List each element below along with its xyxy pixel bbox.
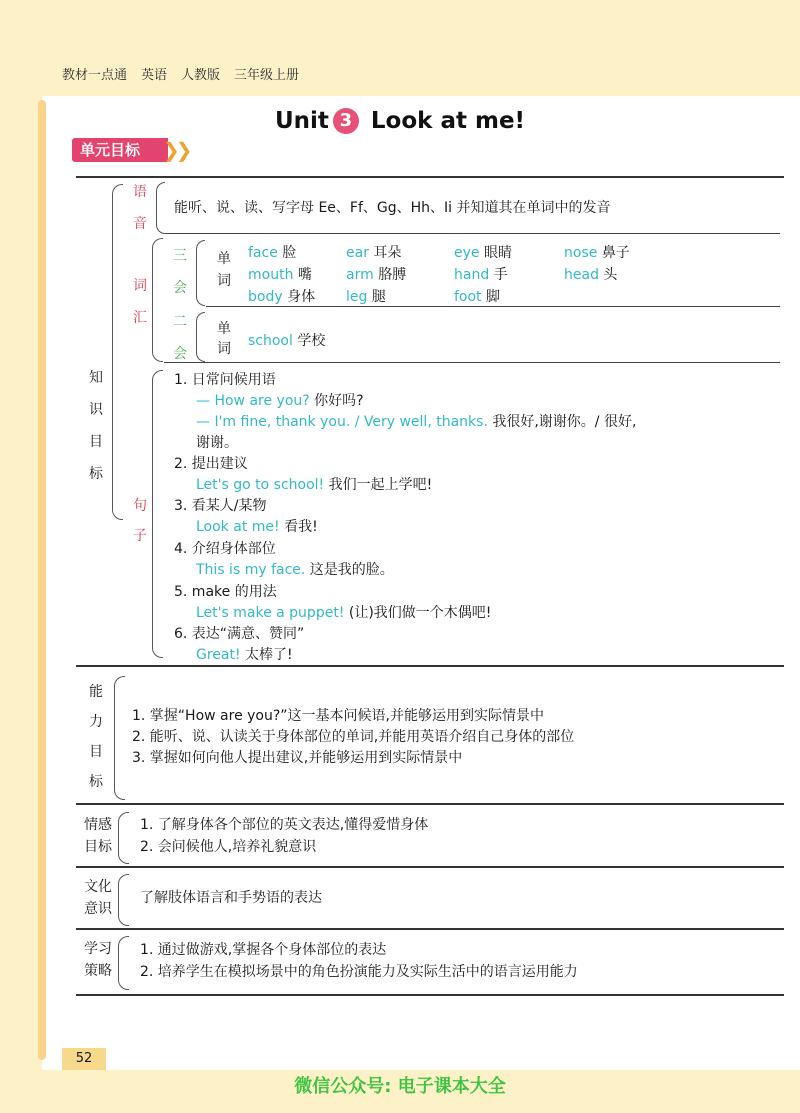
vocab-word-en: school bbox=[248, 333, 293, 349]
sentence-zh: 太棒了! bbox=[245, 647, 293, 663]
brace-knowledge bbox=[112, 184, 123, 520]
vocab-word-en: arm bbox=[346, 267, 374, 283]
sentence-line bbox=[196, 603, 491, 623]
phonics-text: 能听、说、读、写字母 Ee、Ff、Gg、Hh、Ii 并知道其在单词中的发音 bbox=[174, 200, 611, 216]
vocab-word-en: body bbox=[248, 289, 283, 305]
unit-name: Look at me! bbox=[370, 108, 526, 134]
sentence-en: Great! bbox=[196, 647, 241, 663]
brace-ability bbox=[114, 676, 125, 800]
vocab-word-en: eye bbox=[454, 245, 480, 261]
chevron-right-icon: ❯❯ bbox=[163, 138, 189, 162]
watermark: 微信公众号: 电子课本大全 bbox=[294, 1076, 506, 1097]
emotion-label-2: 目标 bbox=[84, 839, 112, 855]
vocab-three-type-1: 单 bbox=[217, 251, 231, 267]
vocab-word bbox=[248, 264, 312, 284]
ability-label-1: 能 bbox=[89, 684, 103, 700]
vocab-label-1: 词 bbox=[133, 278, 147, 294]
unit-title bbox=[0, 108, 800, 134]
vocab-two-type-2: 词 bbox=[217, 341, 231, 357]
vocab-two-label-1: 二 bbox=[173, 314, 187, 330]
sentence-zh: 你好吗? bbox=[314, 393, 364, 409]
vocab-word-zh: 嘴 bbox=[297, 267, 312, 283]
vocab-label-2: 汇 bbox=[133, 310, 147, 326]
rule-emotion bbox=[76, 866, 784, 868]
running-header bbox=[62, 64, 299, 83]
culture-item: 了解肢体语言和手势语的表达 bbox=[140, 890, 322, 906]
vocab-three-type-2: 词 bbox=[217, 273, 231, 289]
sentence-en: — I'm fine, thank you. / Very well, thanks. bbox=[196, 414, 488, 430]
sentence-zh: 看我! bbox=[284, 519, 318, 535]
sentence-zh: (让)我们做一个木偶吧! bbox=[348, 605, 492, 621]
vocab-word-en: ear bbox=[346, 245, 369, 261]
sentence-head-4: 4. 介绍身体部位 bbox=[174, 541, 276, 557]
sentence-line bbox=[196, 560, 394, 580]
vocab-word-en: head bbox=[564, 267, 599, 283]
brace-vocab-three bbox=[196, 240, 205, 306]
vocab-word-en: leg bbox=[346, 289, 368, 305]
vocab-word bbox=[454, 264, 508, 284]
sentence-head-3: 3. 看某人/某物 bbox=[174, 498, 267, 514]
rule-vocab-three bbox=[206, 306, 780, 307]
vocab-two-type-1: 单 bbox=[217, 321, 231, 337]
vocab-word bbox=[346, 264, 406, 284]
vocab-word-zh: 眼睛 bbox=[483, 245, 512, 261]
vocab-word bbox=[248, 286, 315, 306]
strategy-item: 1. 通过做游戏,掌握各个身体部位的表达 bbox=[140, 942, 387, 958]
sentence-en: This is my face. bbox=[196, 562, 306, 578]
vocab-word-en: face bbox=[248, 245, 278, 261]
vocab-word-en: foot bbox=[454, 289, 482, 305]
vocab-word bbox=[346, 286, 386, 306]
brace-culture bbox=[118, 874, 129, 926]
brace-phonics bbox=[156, 182, 165, 234]
emotion-label-1: 情感 bbox=[84, 817, 112, 833]
vocab-word-zh: 耳朵 bbox=[373, 245, 402, 261]
section-banner: 单元目标 bbox=[72, 138, 168, 162]
vocab-word-zh: 脚 bbox=[486, 289, 501, 305]
sentence-en: Look at me! bbox=[196, 519, 280, 535]
decorative-stripe bbox=[38, 100, 46, 1060]
sentence-line bbox=[196, 391, 364, 411]
header-book: 教材一点通 bbox=[62, 68, 128, 83]
sentence-line bbox=[196, 517, 318, 537]
vocab-word-zh: 头 bbox=[603, 267, 618, 283]
strategy-label-2: 策略 bbox=[84, 963, 112, 979]
sentence-head-2: 2. 提出建议 bbox=[174, 456, 248, 472]
sentence-zh: 这是我的脸。 bbox=[309, 562, 394, 578]
brace-strategy bbox=[118, 936, 129, 990]
sentence-head-5: 5. make 的用法 bbox=[174, 584, 277, 600]
sentences-label-2: 子 bbox=[133, 528, 147, 544]
sentence-line bbox=[196, 412, 636, 432]
sentence-en: Let's go to school! bbox=[196, 477, 325, 493]
ability-item: 2. 能听、说、认读关于身体部位的单词,并能用英语介绍自己身体的部位 bbox=[132, 729, 575, 745]
header-grade: 三年级上册 bbox=[234, 68, 300, 83]
vocab-word-zh: 学校 bbox=[297, 333, 326, 349]
vocab-word-en: hand bbox=[454, 267, 490, 283]
sentence-zh: 我很好,谢谢你。/ 很好, bbox=[492, 414, 637, 430]
ability-label-2: 力 bbox=[89, 714, 103, 730]
vocab-two-label-2: 会 bbox=[173, 346, 187, 362]
strategy-label-1: 学习 bbox=[84, 941, 112, 957]
rule-knowledge bbox=[76, 665, 784, 667]
page-number: 52 bbox=[62, 1048, 106, 1070]
rule-phonics bbox=[164, 233, 780, 234]
rule-ability bbox=[76, 803, 784, 805]
vocab-word-en: mouth bbox=[248, 267, 294, 283]
knowledge-label-3: 目 bbox=[89, 434, 103, 450]
vocab-word bbox=[564, 242, 630, 262]
page-background-left bbox=[0, 60, 42, 1113]
knowledge-label-1: 知 bbox=[89, 370, 103, 386]
sentences-label-1: 句 bbox=[133, 498, 147, 514]
sentence-head-6: 6. 表达“满意、赞同” bbox=[174, 626, 305, 642]
sentence-en: Let's make a puppet! bbox=[196, 605, 345, 621]
unit-number-badge: 3 bbox=[333, 108, 359, 134]
ability-item: 1. 掌握“How are you?”这一基本问候语,并能够运用到实际情景中 bbox=[132, 708, 545, 724]
vocab-word bbox=[346, 242, 401, 262]
brace-vocab-two bbox=[196, 312, 205, 362]
rule-culture bbox=[76, 928, 784, 930]
phonics-label-2: 音 bbox=[133, 216, 147, 232]
sentence-line bbox=[196, 645, 293, 665]
sentence-line bbox=[196, 433, 238, 453]
vocab-word bbox=[248, 242, 296, 262]
ability-label-3: 目 bbox=[89, 744, 103, 760]
culture-label-1: 文化 bbox=[84, 879, 112, 895]
strategy-item: 2. 培养学生在模拟场景中的角色扮演能力及实际生活中的语言运用能力 bbox=[140, 964, 578, 980]
header-subject: 英语 bbox=[141, 68, 168, 83]
vocab-word-zh: 手 bbox=[493, 267, 508, 283]
vocab-word bbox=[564, 264, 617, 284]
vocab-word-zh: 鼻子 bbox=[601, 245, 630, 261]
knowledge-label-2: 识 bbox=[89, 402, 103, 418]
header-edition: 人教版 bbox=[181, 68, 221, 83]
emotion-item: 1. 了解身体各个部位的英文表达,懂得爱惜身体 bbox=[140, 817, 429, 833]
sentence-line bbox=[196, 475, 432, 495]
emotion-item: 2. 会问候他人,培养礼貌意识 bbox=[140, 839, 317, 855]
sentence-zh: 我们一起上学吧! bbox=[328, 477, 433, 493]
brace-emotion bbox=[118, 812, 129, 864]
rule-vocab bbox=[164, 362, 780, 363]
unit-word: Unit bbox=[274, 108, 329, 134]
vocab-three-label-2: 会 bbox=[173, 280, 187, 296]
vocab-word bbox=[454, 286, 500, 306]
brace-sentences bbox=[152, 370, 163, 658]
sentence-zh: 谢谢。 bbox=[196, 435, 238, 451]
culture-label-2: 意识 bbox=[84, 901, 112, 917]
vocab-three-label-1: 三 bbox=[173, 248, 187, 264]
vocab-word-zh: 胳膊 bbox=[378, 267, 407, 283]
sentence-head-1: 1. 日常问候用语 bbox=[174, 372, 276, 388]
sentence-en: — How are you? bbox=[196, 393, 310, 409]
vocab-word-zh: 腿 bbox=[371, 289, 386, 305]
ability-label-4: 标 bbox=[89, 774, 103, 790]
vocab-word-zh: 身体 bbox=[287, 289, 316, 305]
vocab-word bbox=[454, 242, 512, 262]
table-top-rule bbox=[76, 176, 784, 178]
table-bottom-rule bbox=[76, 994, 784, 996]
ability-item: 3. 掌握如何向他人提出建议,并能够运用到实际情景中 bbox=[132, 750, 463, 766]
vocab-word bbox=[248, 330, 325, 350]
vocab-word-zh: 脸 bbox=[282, 245, 297, 261]
phonics-label-1: 语 bbox=[133, 184, 147, 200]
knowledge-label-4: 标 bbox=[89, 466, 103, 482]
brace-vocab bbox=[152, 238, 163, 362]
vocab-word-en: nose bbox=[564, 245, 598, 261]
